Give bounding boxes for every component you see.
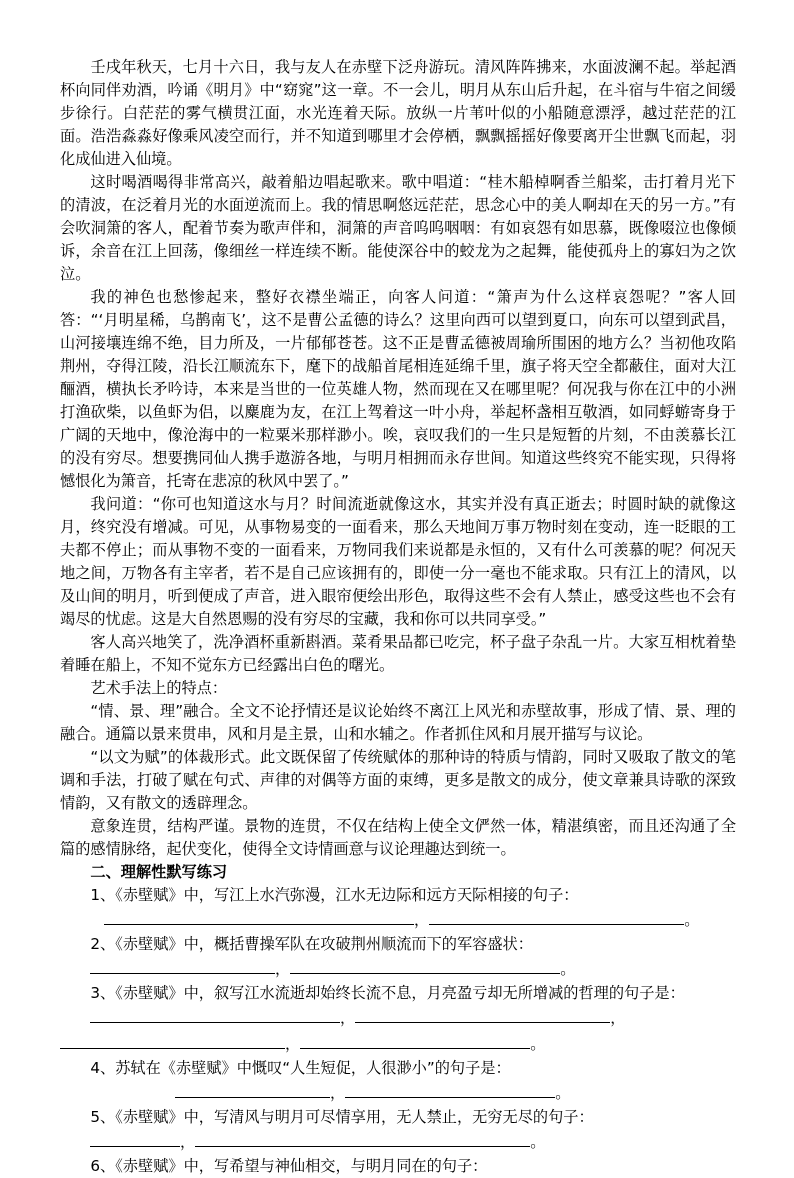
period-mark: 。: [530, 1133, 546, 1151]
answer-line: [60, 1005, 736, 1031]
paragraph-translation-5: 客人高兴地笑了，洗净酒杯重新斟酒。菜肴果品都已吃完，杯子盘子杂乱一片。大家互相枕着垫着睡在船上，不知不觉东方已经露出白色的曙光。: [60, 633, 736, 674]
answer-blank[interactable]: [355, 1007, 610, 1023]
answer-blank[interactable]: [90, 958, 275, 974]
answer-blank[interactable]: [300, 1033, 530, 1049]
question-3: [60, 982, 736, 1057]
answer-line: [60, 907, 736, 933]
question-4: [60, 1057, 736, 1106]
question-1: [60, 884, 736, 933]
answer-line: [60, 1031, 736, 1057]
answer-line: [60, 1129, 736, 1155]
section-heading: 二、理解性默写练习: [90, 863, 228, 881]
answer-blank[interactable]: [175, 1082, 330, 1098]
answer-blank[interactable]: [104, 909, 414, 925]
question-6: [60, 1155, 736, 1178]
period-mark: 。: [560, 960, 576, 978]
question-5: [60, 1106, 736, 1155]
paragraph-art-point-3: 意象连贯，结构严谨。景物的连贯，不仅在结构上使全文俨然一体，精湛缜密，而且还沟通了全篇的感情脉络，起伏变化，使得全文诗情画意与议论理趣达到统一。: [60, 817, 736, 858]
question-5-prompt: 5、《赤壁赋》中，写清风与明月可尽情享用，无人禁止，无穷无尽的句子：: [90, 1108, 594, 1126]
period-mark: 。: [530, 1035, 546, 1053]
paragraph-translation-3: 我的神色也愁惨起来，整好衣襟坐端正，向客人问道：“箫声为什么这样哀怨呢？”客人回答：“‘月明星稀，乌鹊南飞’，这不是曹公孟德的诗么？这里向西可以望到夏口，向东可以望到武昌，山河接壤连绵不绝，目力所及，一片郁郁苍苍。这不正是曹孟德被周瑜所围困的地方么？当初他攻陷荆州，夺得江陵，沿长江顺流东下，麾下的战船首尾相连延绵千里，旗子将天空全都蔽住，面对大江酾酒，横执长矛吟诗，本来是当世的一位英雄人物，然而现在又在哪里呢？何况我与你在江中的小洲打渔砍柴，以鱼虾为侣，以麋鹿为友，在江上驾着这一叶小舟，举起杯盏相互敬酒，如同蜉蝣寄身于广阔的天地中，像沧海中的一粒粟米那样渺小。唉，哀叹我们的一生只是短暂的片刻，不由羡慕长江的没有穷尽。想要携同仙人携手遨游各地，与明月相拥而永存世间。知道这些终究不能实现，只得将憾恨化为箫音，托寄在悲凉的秋风中罢了。”: [60, 288, 736, 490]
answer-line: [60, 1080, 736, 1106]
paragraph-translation-4: 我问道：“你可也知道这水与月？时间流逝就像这水，其实并没有真正逝去；时圆时缺的就像这月，终究没有增减。可见，从事物易变的一面看来，那么天地间万事万物时刻在变动，连一眨眼的工夫都不停止；而从事物不变的一面看来，万物同我们来说都是永恒的，又有什么可羡慕的呢？何况天地之间，万物各有主宰者，若不是自己应该拥有的，即使一分一毫也不能求取。只有江上的清风，以及山间的明月，听到便成了声音，进入眼帘便绘出形色，取得这些不会有人禁止，感受这些也不会有竭尽的忧虑。这是大自然恩赐的没有穷尽的宝藏，我和你可以共同享受。”: [60, 495, 736, 628]
answer-blank[interactable]: [290, 958, 560, 974]
question-3-prompt: 3、《赤壁赋》中，叙写江水流逝却始终长流不息，月亮盈亏却无所增减的哲理的句子是：: [90, 984, 685, 1002]
comma-mark: ，: [180, 1133, 196, 1151]
comma-mark: ，: [340, 1009, 356, 1027]
question-1-prompt: 1、《赤壁赋》中，写江上水汽弥漫，江水无边际和远方天际相接的句子：: [90, 886, 579, 904]
question-6-prompt: 6、《赤壁赋》中，写希望与神仙相交，与明月同在的句子：: [90, 1157, 488, 1175]
period-mark: 。: [555, 1084, 571, 1102]
answer-blank[interactable]: [90, 1131, 180, 1147]
comma-mark: ，: [330, 1084, 346, 1102]
answer-line: [60, 956, 736, 982]
paragraph-art-point-1: “情、景、理”融合。全文不论抒情还是议论始终不离江上风光和赤壁故事，形成了情、景、理的融合。通篇以景来贯串，风和月是主景，山和水辅之。作者抓住风和月展开描写与议论。: [60, 702, 736, 743]
answer-blank[interactable]: [345, 1082, 555, 1098]
period-mark: 。: [684, 911, 700, 929]
paragraph-translation-2: 这时喝酒喝得非常高兴，敲着船边唱起歌来。歌中唱道：“桂木船棹啊香兰船桨，击打着月光下的清波，在泛着月光的水面逆流而上。我的情思啊悠远茫茫，思念心中的美人啊却在天的另一方。”有会吹洞箫的客人，配着节奏为歌声伴和，洞箫的声音呜呜咽咽：有如哀怨有如思慕，既像啜泣也像倾诉，余音在江上回荡，像细丝一样连续不断。能使深谷中的蛟龙为之起舞，能使孤舟上的寡妇为之饮泣。: [60, 173, 736, 283]
answer-blank[interactable]: [60, 1033, 285, 1049]
paragraph-art-intro: 艺术手法上的特点：: [90, 679, 228, 697]
comma-mark: ，: [285, 1035, 301, 1053]
comma-mark: ，: [275, 960, 291, 978]
paragraph-art-point-2: “以文为赋”的体裁形式。此文既保留了传统赋体的那种诗的特质与情韵，同时又吸取了散文的笔调和手法，打破了赋在句式、声律的对偶等方面的束缚，更多是散文的成分，使文章兼具诗歌的深致情韵，又有散文的透辟理念。: [60, 748, 736, 812]
comma-mark: ，: [414, 911, 430, 929]
question-2: [60, 933, 736, 982]
document-page: [60, 56, 736, 1178]
question-4-prompt: 4、苏轼在《赤壁赋》中慨叹“人生短促，人很渺小”的句子是：: [90, 1059, 511, 1077]
answer-blank[interactable]: [429, 909, 684, 925]
question-2-prompt: 2、《赤壁赋》中，概括曹操军队在攻破荆州顺流而下的军容盛状：: [90, 935, 533, 953]
comma-mark: ，: [610, 1009, 626, 1027]
answer-blank[interactable]: [90, 1007, 340, 1023]
answer-blank[interactable]: [195, 1131, 530, 1147]
paragraph-translation-1: 壬戌年秋天，七月十六日，我与友人在赤壁下泛舟游玩。清风阵阵拂来，水面波澜不起。举起酒杯向同伴劝酒，吟诵《明月》中“窈窕”这一章。不一会儿，明月从东山后升起，在斗宿与牛宿之间缓步徐行。白茫茫的雾气横贯江面，水光连着天际。放纵一片苇叶似的小船随意漂浮，越过茫茫的江面。浩浩淼淼好像乘风凌空而行，并不知道到哪里才会停栖，飘飘摇摇好像要离开尘世飘飞而起，羽化成仙进入仙境。: [60, 58, 736, 168]
